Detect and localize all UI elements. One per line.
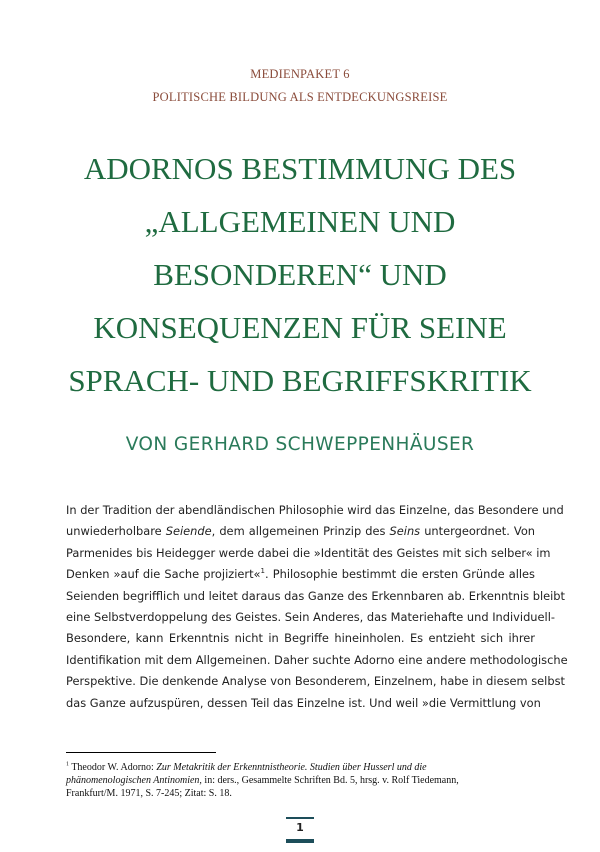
title-line: SPRACH- UND BEGRIFFSKRITIK	[68, 363, 532, 398]
italic-term: Seins	[389, 524, 421, 539]
footnote-author: Theodor W. Adorno:	[69, 762, 157, 773]
title-line: BESONDEREN“ UND	[153, 257, 447, 292]
author-byline: VON GERHARD SCHWEPPENHÄUSER	[125, 434, 475, 455]
footnote	[66, 761, 496, 800]
footnote-work-title: Zur Metakritik der Erkenntnistheorie. Studien über Husserl und die phänomenologischen Antinomien,	[66, 762, 427, 786]
footnote-citation: in: ders., Gesammelte Schriften Bd. 5, hrsg. v. Rolf Tiedemann, Frankfurt/M. 1971, S. 7-245; Zitat: S. 18.	[66, 775, 459, 799]
italic-term: Seiende	[165, 524, 212, 539]
body-line	[66, 628, 535, 649]
body-line	[66, 607, 555, 628]
text-run: eine Selbstverdoppelung des Geistes. Sein Anderes, das Materiehafte und Individuell-	[66, 610, 555, 625]
text-run: unwiederholbare	[66, 524, 166, 539]
text-run: . Philosophie bestimmt die ersten Gründe alles	[264, 567, 535, 582]
body-line	[66, 564, 535, 585]
body-paragraph	[66, 500, 568, 714]
body-line	[66, 500, 564, 521]
title-line: KONSEQUENZEN FÜR SEINE	[93, 310, 507, 345]
title-line: „ALLGEMEINEN UND	[144, 204, 456, 239]
series-label: MEDIENPAKET 6	[250, 67, 350, 81]
text-run: Besondere, kann Erkenntnis nicht in Begriffe hineinholen. Es entzieht sich ihrer	[66, 631, 535, 646]
body-line	[66, 671, 565, 692]
body-line	[66, 543, 551, 564]
text-run: , dem allgemeinen Prinzip des	[211, 524, 390, 539]
text-run: In der Tradition der abendländischen Philosophie wird das Einzelne, das Besondere und	[66, 503, 564, 517]
series-subtitle: POLITISCHE BILDUNG ALS ENTDECKUNGSREISE	[152, 90, 448, 104]
text-run: Perspektive. Die denkende Analyse von Besonderem, Einzelnem, habe in diesem selbst	[66, 674, 565, 689]
page-number-rule-top	[286, 817, 314, 819]
footnote-separator	[66, 752, 216, 753]
page-number-box	[286, 817, 314, 843]
body-line	[66, 650, 568, 671]
text-run: Seienden begrifflich und leitet daraus das Ganze des Erkennbaren ab. Erkenntnis bleibt	[66, 588, 565, 603]
document-title	[40, 142, 560, 407]
title-line: ADORNOS BESTIMMUNG DES	[83, 151, 517, 186]
text-run: das Ganze aufzuspüren, dessen Teil das Einzelne ist. Und weil »die Vermittlung von	[66, 695, 541, 710]
text-run: untergeordnet. Von	[420, 524, 536, 539]
body-line	[66, 693, 541, 714]
text-run: Parmenides bis Heidegger werde dabei die »Identität des Geistes mit sich selber« im	[66, 545, 551, 560]
text-run: Denken »auf die Sache projiziert«	[66, 567, 261, 582]
text-run: Identifikation mit dem Allgemeinen. Daher suchte Adorno eine andere methodologische	[66, 652, 568, 667]
footnote-marker: 1	[66, 761, 69, 768]
page-number-rule-bottom	[286, 839, 314, 843]
page-number: 1	[296, 821, 304, 834]
body-line	[66, 586, 565, 607]
footnote-reference[interactable]: 1	[260, 567, 265, 576]
body-line	[66, 521, 535, 542]
